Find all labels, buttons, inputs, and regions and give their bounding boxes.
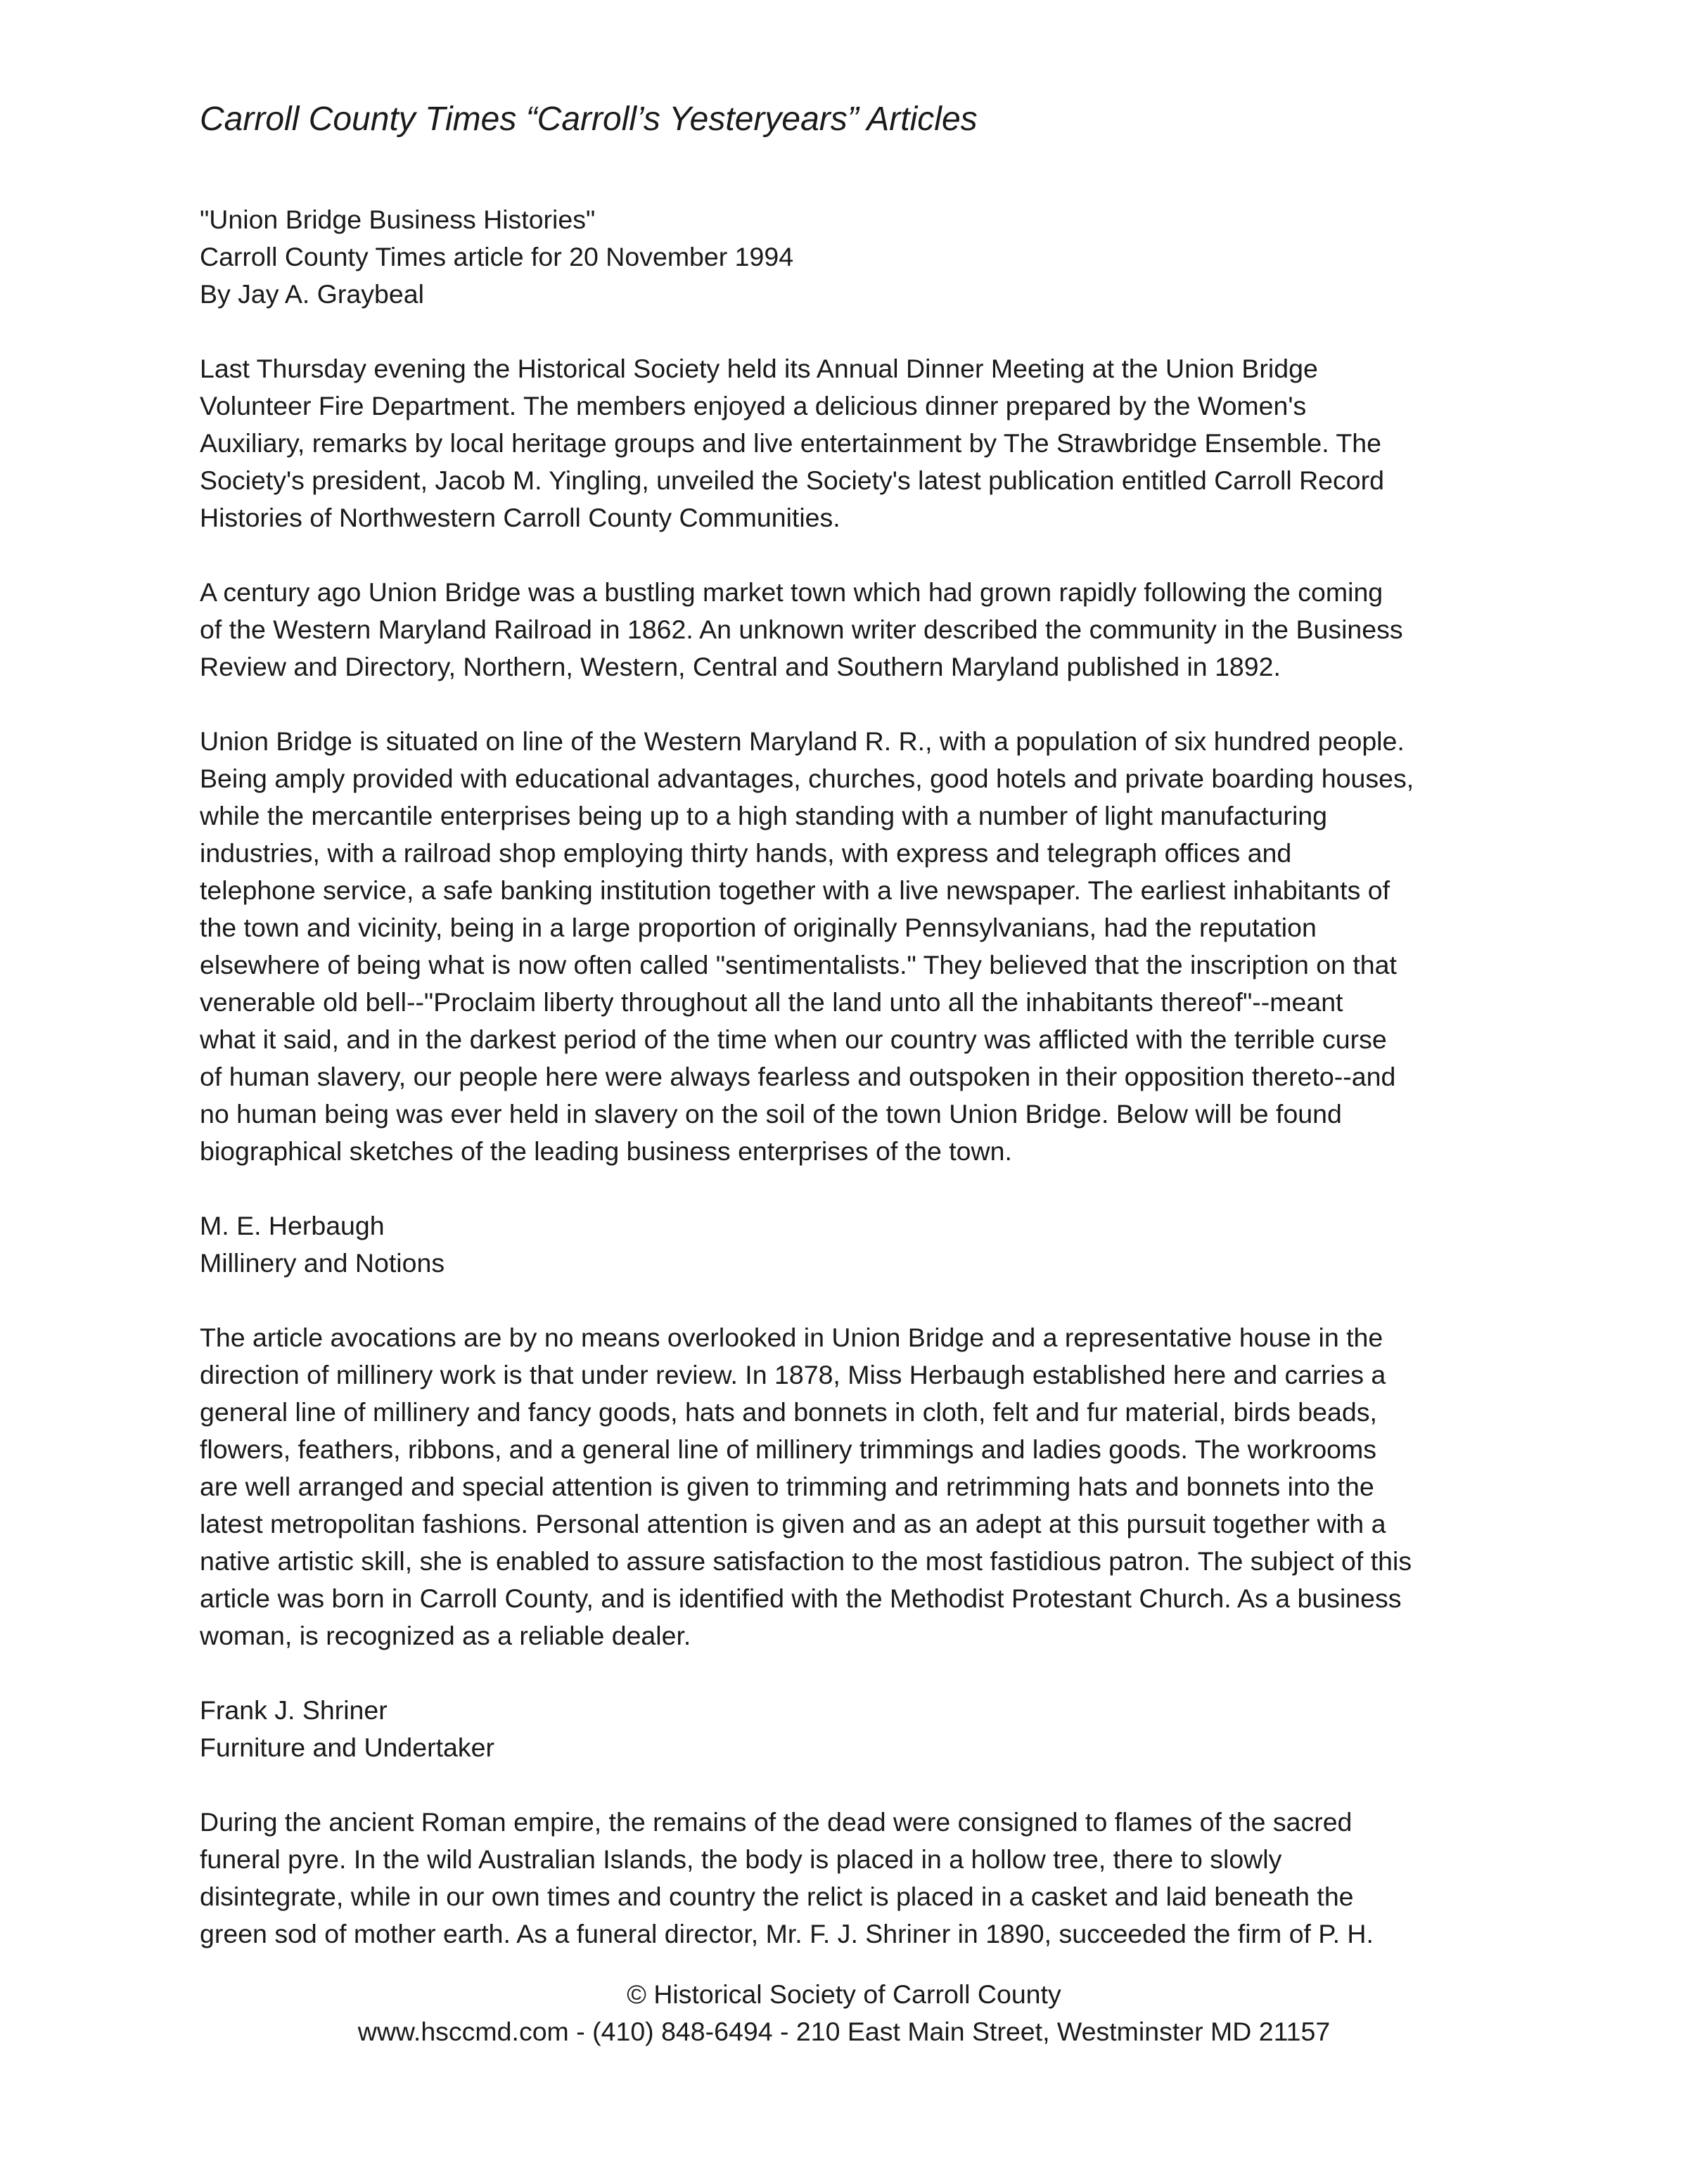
business-owner-name: M. E. Herbaugh [200, 1211, 385, 1240]
paragraph-line: general line of millinery and fancy goods, hats and bonnets in cloth, felt and fur material, birds beads, [200, 1397, 1377, 1427]
article-title: "Union Bridge Business Histories" [200, 205, 596, 234]
paragraph-line: Society's president, Jacob M. Yingling, unveiled the Society's latest publication entitled Carroll Record [200, 465, 1384, 495]
paragraph-line: Last Thursday evening the Historical Society held its Annual Dinner Meeting at the Union Bridge [200, 354, 1318, 383]
paragraph-line: Histories of Northwestern Carroll County Communities. [200, 503, 840, 532]
article-heading-block [200, 201, 1509, 313]
page-footer [0, 1976, 1688, 2050]
paragraph-line: During the ancient Roman empire, the remains of the dead were consigned to flames of the sacred [200, 1807, 1353, 1837]
paragraph-line: Review and Directory, Northern, Western, Central and Southern Maryland published in 1892. [200, 652, 1281, 681]
paragraph-annual-dinner [200, 350, 1509, 537]
business-type: Millinery and Notions [200, 1248, 445, 1278]
paragraph-line: the town and vicinity, being in a large proportion of originally Pennsylvanians, had the reputation [200, 913, 1317, 942]
paragraph-line: latest metropolitan fashions. Personal attention is given and as an adept at this pursuit together with a [200, 1509, 1386, 1539]
paragraph-line: disintegrate, while in our own times and country the relict is placed in a casket and laid beneath the [200, 1882, 1354, 1911]
paragraph-line: elsewhere of being what is now often called "sentimentalists." They believed that the inscription on that [200, 950, 1397, 979]
paragraph-line: venerable old bell--"Proclaim liberty throughout all the land unto all the inhabitants thereof"--meant [200, 987, 1343, 1017]
footer-contact: www.hsccmd.com - (410) 848-6494 - 210 East Main Street, Westminster MD 21157 [357, 2017, 1331, 2046]
paragraph-line: what it said, and in the darkest period of the time when our country was afflicted with the terrible curse [200, 1024, 1387, 1054]
article-byline: By Jay A. Graybeal [200, 279, 424, 309]
paragraph-line: The article avocations are by no means overlooked in Union Bridge and a representative house in the [200, 1323, 1383, 1352]
article-body [200, 201, 1509, 1990]
paragraph-line: no human being was ever held in slavery on the soil of the town Union Bridge. Below will be found [200, 1099, 1342, 1129]
paragraph-century-ago [200, 574, 1509, 686]
paragraph-shriner [200, 1804, 1509, 1953]
paragraph-line: biographical sketches of the leading business enterprises of the town. [200, 1136, 1012, 1166]
paragraph-line: funeral pyre. In the wild Australian Islands, the body is placed in a hollow tree, there to slowly [200, 1844, 1282, 1874]
footer-copyright: © Historical Society of Carroll County [627, 1979, 1061, 2009]
paragraph-line: Auxiliary, remarks by local heritage groups and live entertainment by The Strawbridge Ensemble. The [200, 428, 1382, 458]
paragraph-line: of the Western Maryland Railroad in 1862. An unknown writer described the community in the Business [200, 615, 1403, 644]
paragraph-union-bridge-description [200, 723, 1509, 1170]
paragraph-line: industries, with a railroad shop employing thirty hands, with express and telegraph offices and [200, 838, 1292, 868]
paragraph-line: flowers, feathers, ribbons, and a general line of millinery trimmings and ladies goods. The workrooms [200, 1434, 1377, 1464]
paragraph-line: A century ago Union Bridge was a bustling market town which had grown rapidly following the coming [200, 577, 1383, 607]
paragraph-line: are well arranged and special attention is given to trimming and retrimming hats and bonnets into the [200, 1472, 1374, 1501]
paragraph-line: Volunteer Fire Department. The members enjoyed a delicious dinner prepared by the Women's [200, 391, 1307, 420]
business-heading-herbaugh [200, 1207, 1509, 1282]
business-owner-name: Frank J. Shriner [200, 1695, 388, 1725]
paragraph-line: telephone service, a safe banking institution together with a live newspaper. The earliest inhabitants of [200, 875, 1390, 905]
paragraph-line: article was born in Carroll County, and is identified with the Methodist Protestant Church. As a business [200, 1584, 1402, 1613]
paragraph-line: while the mercantile enterprises being up to a high standing with a number of light manufacturing [200, 801, 1328, 830]
article-source: Carroll County Times article for 20 November 1994 [200, 242, 794, 271]
paragraph-line: woman, is recognized as a reliable dealer. [200, 1621, 691, 1650]
page-header-title: Carroll County Times “Carroll’s Yesteryears” Articles [200, 101, 978, 138]
business-type: Furniture and Undertaker [200, 1733, 494, 1762]
paragraph-herbaugh [200, 1319, 1509, 1655]
paragraph-line: direction of millinery work is that under review. In 1878, Miss Herbaugh established here and carries a [200, 1360, 1386, 1389]
paragraph-line: of human slavery, our people here were always fearless and outspoken in their opposition thereto--and [200, 1062, 1396, 1091]
paragraph-line: native artistic skill, she is enabled to assure satisfaction to the most fastidious patron. The subject of this [200, 1546, 1412, 1576]
business-heading-shriner [200, 1692, 1509, 1766]
paragraph-line: Union Bridge is situated on line of the Western Maryland R. R., with a population of six hundred people. [200, 726, 1405, 756]
paragraph-line: Being amply provided with educational advantages, churches, good hotels and private boarding houses, [200, 764, 1414, 793]
paragraph-line: green sod of mother earth. As a funeral director, Mr. F. J. Shriner in 1890, succeeded the firm of P. H. [200, 1919, 1374, 1948]
